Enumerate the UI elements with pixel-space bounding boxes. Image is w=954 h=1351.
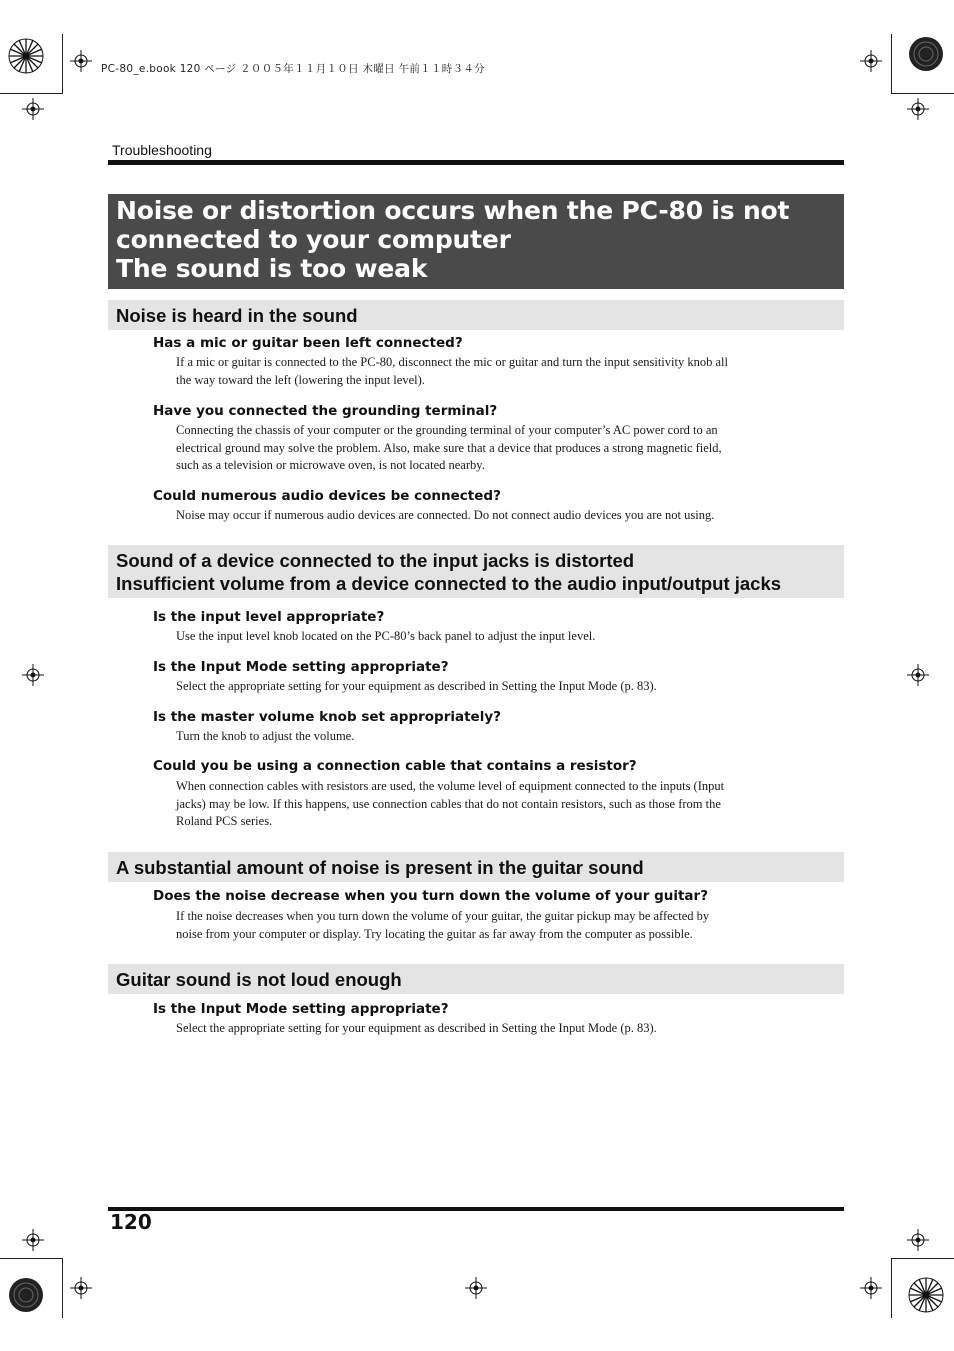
section-heading	[108, 852, 844, 882]
top-rule	[108, 160, 844, 165]
answer-line: Connecting the chassis of your computer or the grounding terminal of your computer’s AC power cord to an	[176, 423, 718, 437]
bottom-rule	[108, 1207, 844, 1211]
crosshair-target-icon	[22, 98, 44, 120]
crosshair-target-icon	[907, 1229, 929, 1251]
answer-line: electrical ground may solve the problem. Also, make sure that a device that produces a strong magnetic field,	[176, 440, 722, 455]
crosshair-target-icon	[22, 664, 44, 686]
page-number: 120	[110, 1210, 152, 1234]
section-heading	[108, 545, 844, 598]
crosshair-target-icon	[465, 1277, 487, 1299]
answer-line: If a mic or guitar is connected to the PC-80, disconnect the mic or guitar and turn the input sensitivity knob all	[176, 355, 728, 369]
answer	[176, 778, 801, 831]
crosshair-target-icon	[860, 1277, 882, 1299]
registration-rosette-icon	[908, 36, 944, 72]
answer	[176, 678, 801, 696]
crosshair-target-icon	[860, 50, 882, 72]
main-heading-line: connected to your computer	[116, 225, 511, 254]
question: Is the input level appropriate?	[153, 609, 385, 625]
answer-line: When connection cables with resistors are used, the volume level of equipment connected to the inputs (Input	[176, 779, 725, 793]
crosshair-target-icon	[70, 1277, 92, 1299]
question: Does the noise decrease when you turn down the volume of your guitar?	[153, 888, 709, 904]
question: Is the Input Mode setting appropriate?	[153, 1001, 449, 1017]
registration-rosette-icon	[908, 1277, 944, 1313]
answer-line: If the noise decreases when you turn down the volume of your guitar, the guitar pickup may be affected by	[176, 909, 710, 923]
main-heading-line: Noise or distortion occurs when the PC-80 is not	[116, 196, 790, 225]
answer	[176, 628, 801, 646]
question: Have you connected the grounding terminal?	[153, 403, 498, 419]
main-heading-line: The sound is too weak	[116, 254, 428, 283]
section-heading	[108, 964, 844, 994]
answer-line: noise from your computer or display. Try locating the guitar as far away from the computer as possible.	[176, 926, 693, 941]
crosshair-target-icon	[907, 98, 929, 120]
crosshair-target-icon	[907, 664, 929, 686]
answer-line: Noise may occur if numerous audio devices are connected. Do not connect audio devices you are not using.	[176, 508, 715, 522]
answer-line: Use the input level knob located on the PC-80’s back panel to adjust the input level.	[176, 629, 596, 643]
registration-rosette-icon	[8, 38, 44, 74]
section-heading-line: A substantial amount of noise is present in the guitar sound	[116, 857, 644, 878]
answer-line: Select the appropriate setting for your equipment as described in Setting the Input Mode (p. 83).	[176, 1021, 657, 1035]
section-heading-line: Noise is heard in the sound	[116, 305, 358, 326]
answer-line: Select the appropriate setting for your equipment as described in Setting the Input Mode (p. 83).	[176, 679, 657, 693]
answer	[176, 354, 801, 389]
question: Has a mic or guitar been left connected?	[153, 335, 463, 351]
answer	[176, 728, 801, 746]
answer	[176, 908, 801, 943]
main-heading	[108, 194, 844, 289]
running-head: Troubleshooting	[112, 142, 212, 158]
answer	[176, 507, 801, 525]
question: Could you be using a connection cable that contains a resistor?	[153, 758, 637, 774]
answer	[176, 1020, 801, 1038]
section-heading-line: Insufficient volume from a device connected to the audio input/output jacks	[116, 573, 782, 594]
question: Is the Input Mode setting appropriate?	[153, 659, 449, 675]
answer-line: Roland PCS series.	[176, 814, 273, 828]
crosshair-target-icon	[22, 1229, 44, 1251]
crosshair-target-icon	[70, 50, 92, 72]
answer-line: the way toward the left (lowering the input level).	[176, 372, 425, 387]
answer-line: jacks) may be low. If this happens, use connection cables that do not contain resistors, such as those from the	[176, 796, 721, 811]
section-heading-line: Sound of a device connected to the input jacks is distorted	[116, 550, 635, 571]
answer-line: Turn the knob to adjust the volume.	[176, 729, 355, 743]
section-heading	[108, 300, 844, 330]
answer	[176, 422, 801, 475]
answer-line: such as a television or microwave oven, is not located nearby.	[176, 458, 485, 472]
question: Could numerous audio devices be connected?	[153, 488, 501, 504]
question: Is the master volume knob set appropriately?	[153, 709, 501, 725]
file-header: PC-80_e.book 120 ページ ２００５年１１月１０日 木曜日 午前１１時３４分	[101, 63, 485, 75]
registration-rosette-icon	[8, 1277, 44, 1313]
section-heading-line: Guitar sound is not loud enough	[116, 969, 402, 990]
